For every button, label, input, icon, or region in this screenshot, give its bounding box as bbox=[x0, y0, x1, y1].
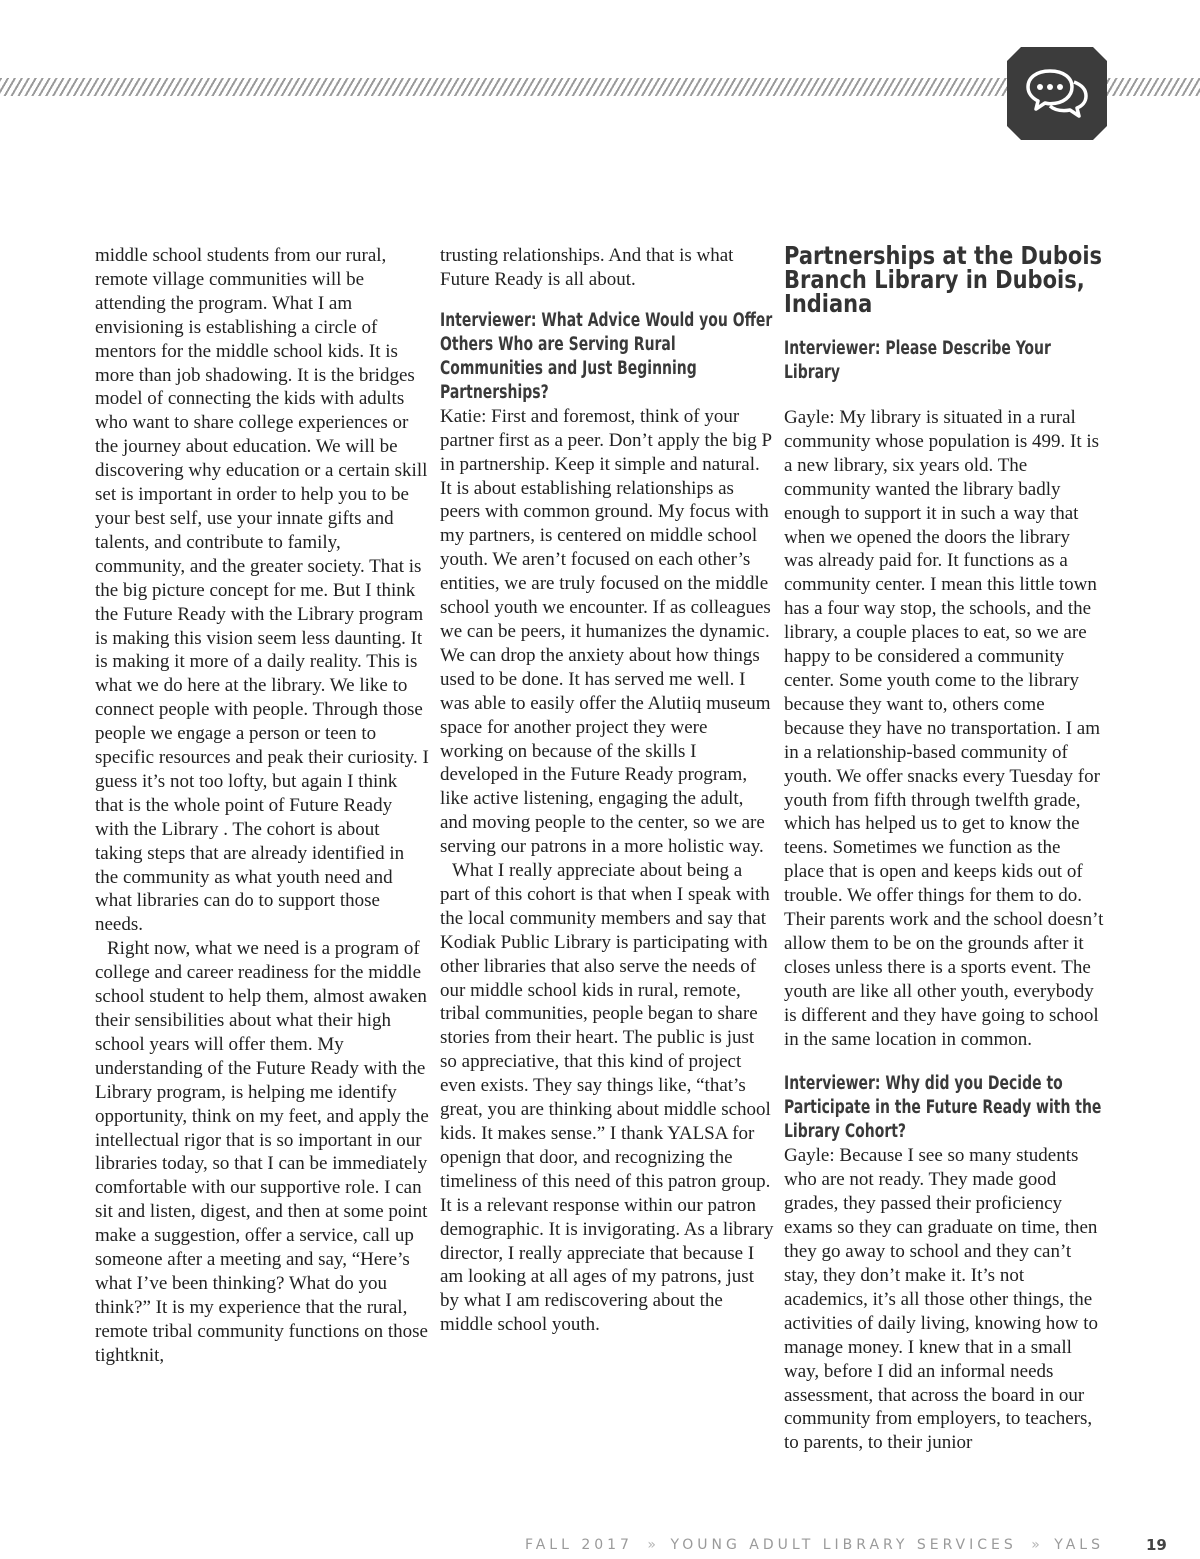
footer-separator: » bbox=[647, 1537, 656, 1553]
paragraph: middle school students from our rural, remote village communities will be attending the program. What I am envisioning is establishing a circle of mentors for the middle school kids. It is more than job shadowing. It is the bridges model of connecting the kids with adults who want to share college experiences or the journey about education. We will be discovering why education or a certain skill set is important in order to help you to be your best self, use your innate gifts and talents, and contribute to family, community, and the greater society. That is the big picture concept for me. But I think the Future Ready with the Library program is making this vision seem less daunting. It is making it more of a daily reality. This is what we do here at the library. We like to connect people with people. Through those people we engage a person or teen to specific resources and peak their curiosity. I guess it’s not too lofty, but again I think that is the whole point of Future Ready with the Library . The cohort is about taking steps that are already identified in the community as what youth need and what libraries can do to support those needs. bbox=[95, 245, 429, 936]
footer-running-title bbox=[525, 1537, 1104, 1553]
footer-publication: YOUNG ADULT LIBRARY SERVICES bbox=[670, 1537, 1017, 1553]
interview-question: Interviewer: What Advice Would you Offer Others Who are Serving Rural Communities and Just Beginning Partnerships? bbox=[440, 309, 773, 403]
footer-abbrev: YALS bbox=[1054, 1537, 1104, 1553]
chat-bubbles-icon bbox=[1024, 65, 1090, 123]
column-1 bbox=[95, 244, 430, 1368]
paragraph: Katie: First and foremost, think of your partner first as a peer. Don’t apply the big P in partnership. Keep it simple and natural. It is about establishing relationships as peers with common ground. My focus with my partners, is centered on middle school youth. We aren’t focused on each other’s entities, we are truly focused on the middle school youth we encounter. If as colleagues we can be peers, it humanizes the dynamic. We can drop the anxiety about how things used to be done. It has served me well. I was able to easily offer the Alutiiq museum space for another project they were working on because of the skills I developed in the Future Ready program, like active listening, engaging the adult, and moving people to the center, so we are serving our patrons in a more holistic way. bbox=[440, 405, 772, 858]
interview-question: Interviewer: Please Describe Your Library bbox=[784, 338, 1051, 383]
paragraph: trusting relationships. And that is what Future Ready is all about. bbox=[440, 245, 734, 290]
paragraph: Right now, what we need is a program of college and career readiness for the middle school student to help them, almost awaken their sensibilities about what their high school years will offer them. My understanding of the Future Ready with the Library program, is helping me identify opportunity, think on my feet, and apply the intellectual rigor that is so important in our libraries today, so that I can be immediately comfortable with our supportive role. I can sit and listen, digest, and then at some point make a suggestion, offer a service, call up someone after a meeting and say, “Here’s what I’ve been thinking? What do you think?” It is my experience that the rural, remote tribal community functions on those tightknit, bbox=[95, 938, 429, 1366]
footer-separator: » bbox=[1031, 1537, 1040, 1553]
paragraph: What I really appreciate about being a part of this cohort is that when I speak with the local community members and say that Kodiak Public Library is participating with other libraries that also serve the needs of our middle school kids in rural, remote, tribal communities, people began to share stories from their heart. The public is just so appreciative, that this kind of project even exists. They say things like, “that’s great, you are thinking about middle school kids. It makes sense.” I thank YALSA for openign that door, and recognizing the timeliness of this need of this patron group. It is a relevant response within our patron demographic. It is invigorating. As a library director, I really appreciate that because I am looking at all ages of my patrons, just by what I am rediscovering about the middle school youth. bbox=[440, 860, 774, 1336]
column-2 bbox=[440, 244, 775, 1337]
page-number: 19 bbox=[1146, 1536, 1167, 1554]
section-title: Partnerships at the Dubois Branch Library in Dubois, Indiana bbox=[784, 241, 1103, 318]
section-badge bbox=[1007, 47, 1107, 140]
footer-season: FALL 2017 bbox=[524, 1537, 633, 1553]
paragraph: Gayle: My library is situated in a rural community whose population is 499. It is a new library, six years old. The community wanted the library badly enough to support it in such a way that when we opened the doors the library was already paid for. It functions as a community center. I mean this little town has a four way stop, the schools, and the library, a couple places to eat, so we are happy to be considered a community center. Some youth come to the library because they want to, others come because they have no transportation. I am in a relationship-based community of youth. We offer snacks every Tuesday for youth from fifth through twelfth grade, which has helped us to get to know the teens. Sometimes we function as the place that is open and keeps kids out of trouble. We offer things for them to do. Their parents work and the school doesn’t allow them to be on the grounds after it closes unless there is a sports event. The youth are like all other youth, everybody is different and they have going to school in the same location in common. bbox=[784, 407, 1104, 1050]
column-3 bbox=[784, 241, 1104, 1455]
paragraph: Gayle: Because I see so many students who are not ready. They made good grades, they passed their proficiency exams so they can graduate on time, then they go away to school and they can’t stay, they don’t make it. It’s not academics, it’s all those other things, the activities of daily living, knowing how to manage money. I knew that in a small way, before I did an informal needs assessment, that across the board in our community from employers, to teachers, to parents, to their junior bbox=[784, 1145, 1098, 1454]
interview-question: Interviewer: Why did you Decide to Participate in the Future Ready with the Library Cohort? bbox=[784, 1073, 1102, 1143]
